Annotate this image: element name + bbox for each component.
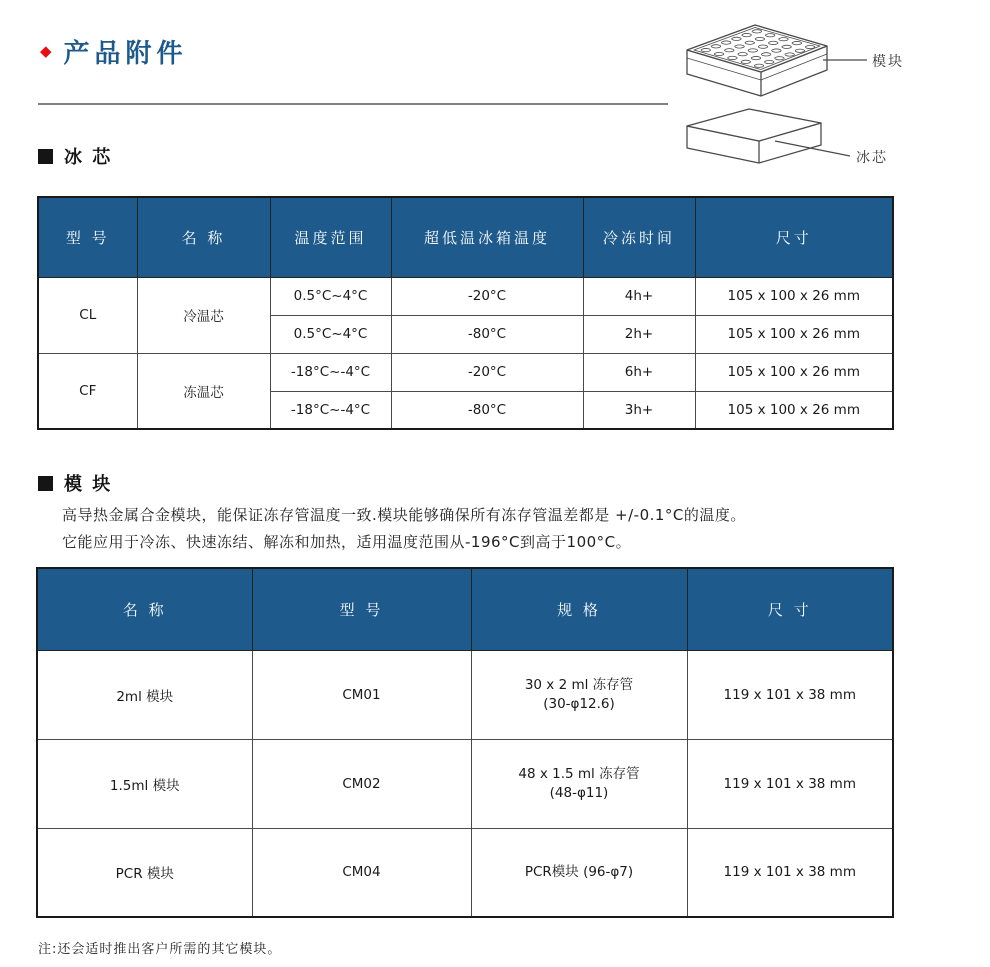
model-cell: CM02 xyxy=(252,739,471,828)
spec-line1: 48 x 1.5 ml 冻存管 xyxy=(518,765,640,782)
spec-line1: 30 x 2 ml 冻存管 xyxy=(524,676,634,693)
spec-line1: PCR模块 (96-φ7) xyxy=(524,863,634,880)
freeze-time-cell: 2h+ xyxy=(583,315,695,353)
ice-core-drawing xyxy=(687,109,821,163)
name-cell: 2ml 模块 xyxy=(37,650,252,739)
freezer-temp-cell: -20°C xyxy=(391,353,583,391)
freezer-temp-cell: -80°C xyxy=(391,391,583,429)
module-description-line2: 它能应用于冷冻、快速冻结、解冻和加热，适用温度范围从-196°C到高于100°C。 xyxy=(62,533,632,551)
temp-range-cell: 0.5°C~4°C xyxy=(270,315,391,353)
name-cell: 1.5ml 模块 xyxy=(37,739,252,828)
ice-core-table-header-row xyxy=(38,197,893,277)
spec-cell xyxy=(471,739,687,828)
freeze-time-cell: 4h+ xyxy=(583,277,695,315)
model-cell: CF xyxy=(38,353,137,429)
column-header-size: 尺寸 xyxy=(695,197,893,277)
section-heading-module xyxy=(38,470,112,496)
size-cell: 119 x 101 x 38 mm xyxy=(687,739,893,828)
table-row xyxy=(37,828,893,917)
section-label: 冰 芯 xyxy=(64,147,113,168)
column-header-size: 尺 寸 xyxy=(687,568,893,650)
size-cell: 105 x 100 x 26 mm xyxy=(695,315,893,353)
name-cell: PCR 模块 xyxy=(37,828,252,917)
size-cell: 119 x 101 x 38 mm xyxy=(687,650,893,739)
freezer-temp-cell: -80°C xyxy=(391,315,583,353)
spec-line2: (48-φ11) xyxy=(549,784,609,801)
temp-range-cell: 0.5°C~4°C xyxy=(270,277,391,315)
freeze-time-cell: 6h+ xyxy=(583,353,695,391)
model-cell: CM04 xyxy=(252,828,471,917)
size-cell: 105 x 100 x 26 mm xyxy=(695,353,893,391)
model-cell: CM01 xyxy=(252,650,471,739)
square-bullet-icon xyxy=(38,149,53,164)
module-description-line1: 高导热金属合金模块，能保证冻存管温度一致.模块能够确保所有冻存管温差都是 +/-0.1°C的温度。 xyxy=(62,506,746,524)
page-title: 产品附件 xyxy=(63,39,188,69)
table-row xyxy=(38,353,893,391)
size-cell: 119 x 101 x 38 mm xyxy=(687,828,893,917)
module-description xyxy=(62,502,972,556)
square-bullet-icon xyxy=(38,476,53,491)
spec-line2: (30-φ12.6) xyxy=(543,695,615,712)
size-cell: 105 x 100 x 26 mm xyxy=(695,277,893,315)
spec-cell xyxy=(471,650,687,739)
temp-range-cell: -18°C~-4°C xyxy=(270,391,391,429)
page-title-row xyxy=(40,33,188,70)
column-header-freezer-temp: 超低温冰箱温度 xyxy=(391,197,583,277)
size-cell: 105 x 100 x 26 mm xyxy=(695,391,893,429)
column-header-freeze-time: 冷冻时间 xyxy=(583,197,695,277)
table-row xyxy=(38,277,893,315)
module-drawing xyxy=(687,25,827,96)
freezer-temp-cell: -20°C xyxy=(391,277,583,315)
column-header-model: 型 号 xyxy=(252,568,471,650)
column-header-temp-range: 温度范围 xyxy=(270,197,391,277)
name-cell: 冻温芯 xyxy=(137,353,270,429)
title-divider xyxy=(38,103,668,105)
name-cell: 冷温芯 xyxy=(137,277,270,353)
model-cell: CL xyxy=(38,277,137,353)
freeze-time-cell: 3h+ xyxy=(583,391,695,429)
table-row xyxy=(37,739,893,828)
module-table-header-row xyxy=(37,568,893,650)
ice-core-table xyxy=(37,196,894,430)
section-heading-ice-core xyxy=(38,143,112,169)
spec-cell xyxy=(471,828,687,917)
table-row xyxy=(37,650,893,739)
module-table xyxy=(36,567,894,918)
column-header-name: 名 称 xyxy=(137,197,270,277)
module-label: 模块 xyxy=(872,54,904,70)
temp-range-cell: -18°C~-4°C xyxy=(270,353,391,391)
footnote: 注:还会适时推出客户所需的其它模块。 xyxy=(38,942,282,957)
section-label: 模 块 xyxy=(64,474,113,495)
column-header-spec: 规 格 xyxy=(471,568,687,650)
diamond-bullet-icon: ◆ xyxy=(40,42,52,60)
ice-core-label: 冰芯 xyxy=(856,150,888,166)
column-header-model: 型 号 xyxy=(38,197,137,277)
column-header-name: 名 称 xyxy=(37,568,252,650)
product-illustration xyxy=(675,10,985,170)
